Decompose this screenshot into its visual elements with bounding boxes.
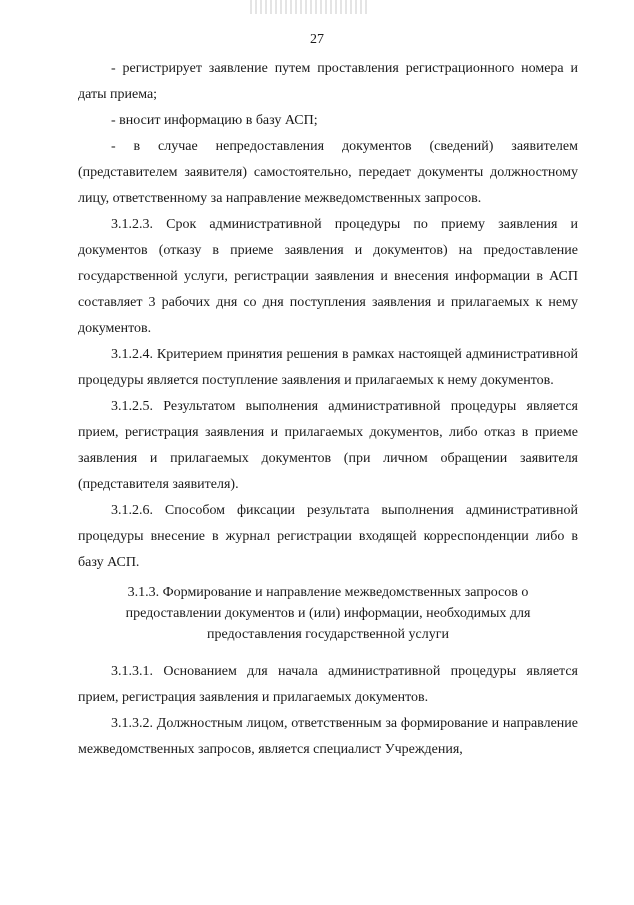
paragraph: 3.1.2.5. Результатом выполнения административной процедуры является прием, регистрация заявления и прилагаемых документов, либо отказ в приеме заявления и прилагаемых документов (при личном обращении заявителя (представителя заявителя).	[78, 399, 578, 492]
paragraph: - регистрирует заявление путем проставления регистрационного номера и даты приема;	[78, 61, 578, 102]
paragraph: 3.1.3.1. Основанием для начала административной процедуры является прием, регистрация заявления и прилагаемых документов.	[78, 664, 578, 705]
paragraph: 3.1.2.4. Критерием принятия решения в рамках настоящей административной процедуры является поступление заявления и прилагаемых к нему документов.	[78, 347, 578, 388]
paragraph: - в случае непредоставления документов (сведений) заявителем (представителем заявителя) самостоятельно, передает документы должностному лицу, ответственному за направление межведомственных запросов.	[78, 139, 578, 206]
section-heading: 3.1.3. Формирование и направление межведомственных запросов о предоставлении документов и (или) информации, необходимых для предоставления государственной услуги	[125, 585, 531, 642]
page-number: 27	[310, 32, 324, 47]
scan-artifact	[250, 0, 370, 14]
spacer	[78, 645, 578, 659]
paragraph: - вносит информацию в базу АСП;	[111, 113, 318, 128]
paragraph: 3.1.2.3. Срок административной процедуры по приему заявления и документов (отказу в приеме заявления и документов) на предоставление государственной услуги, регистрации заявления и внесения информации в АСП составляет 3 рабочих дня со дня поступления заявления и прилагаемых к нему документов.	[78, 217, 578, 336]
paragraph: 3.1.2.6. Способом фиксации результата выполнения административной процедуры внесение в журнал регистрации входящей корреспонденции либо в базу АСП.	[78, 503, 578, 570]
paragraph: 3.1.3.2. Должностным лицом, ответственным за формирование и направление межведомственных запросов, является специалист Учреждения,	[78, 716, 578, 757]
document-body	[78, 56, 578, 763]
